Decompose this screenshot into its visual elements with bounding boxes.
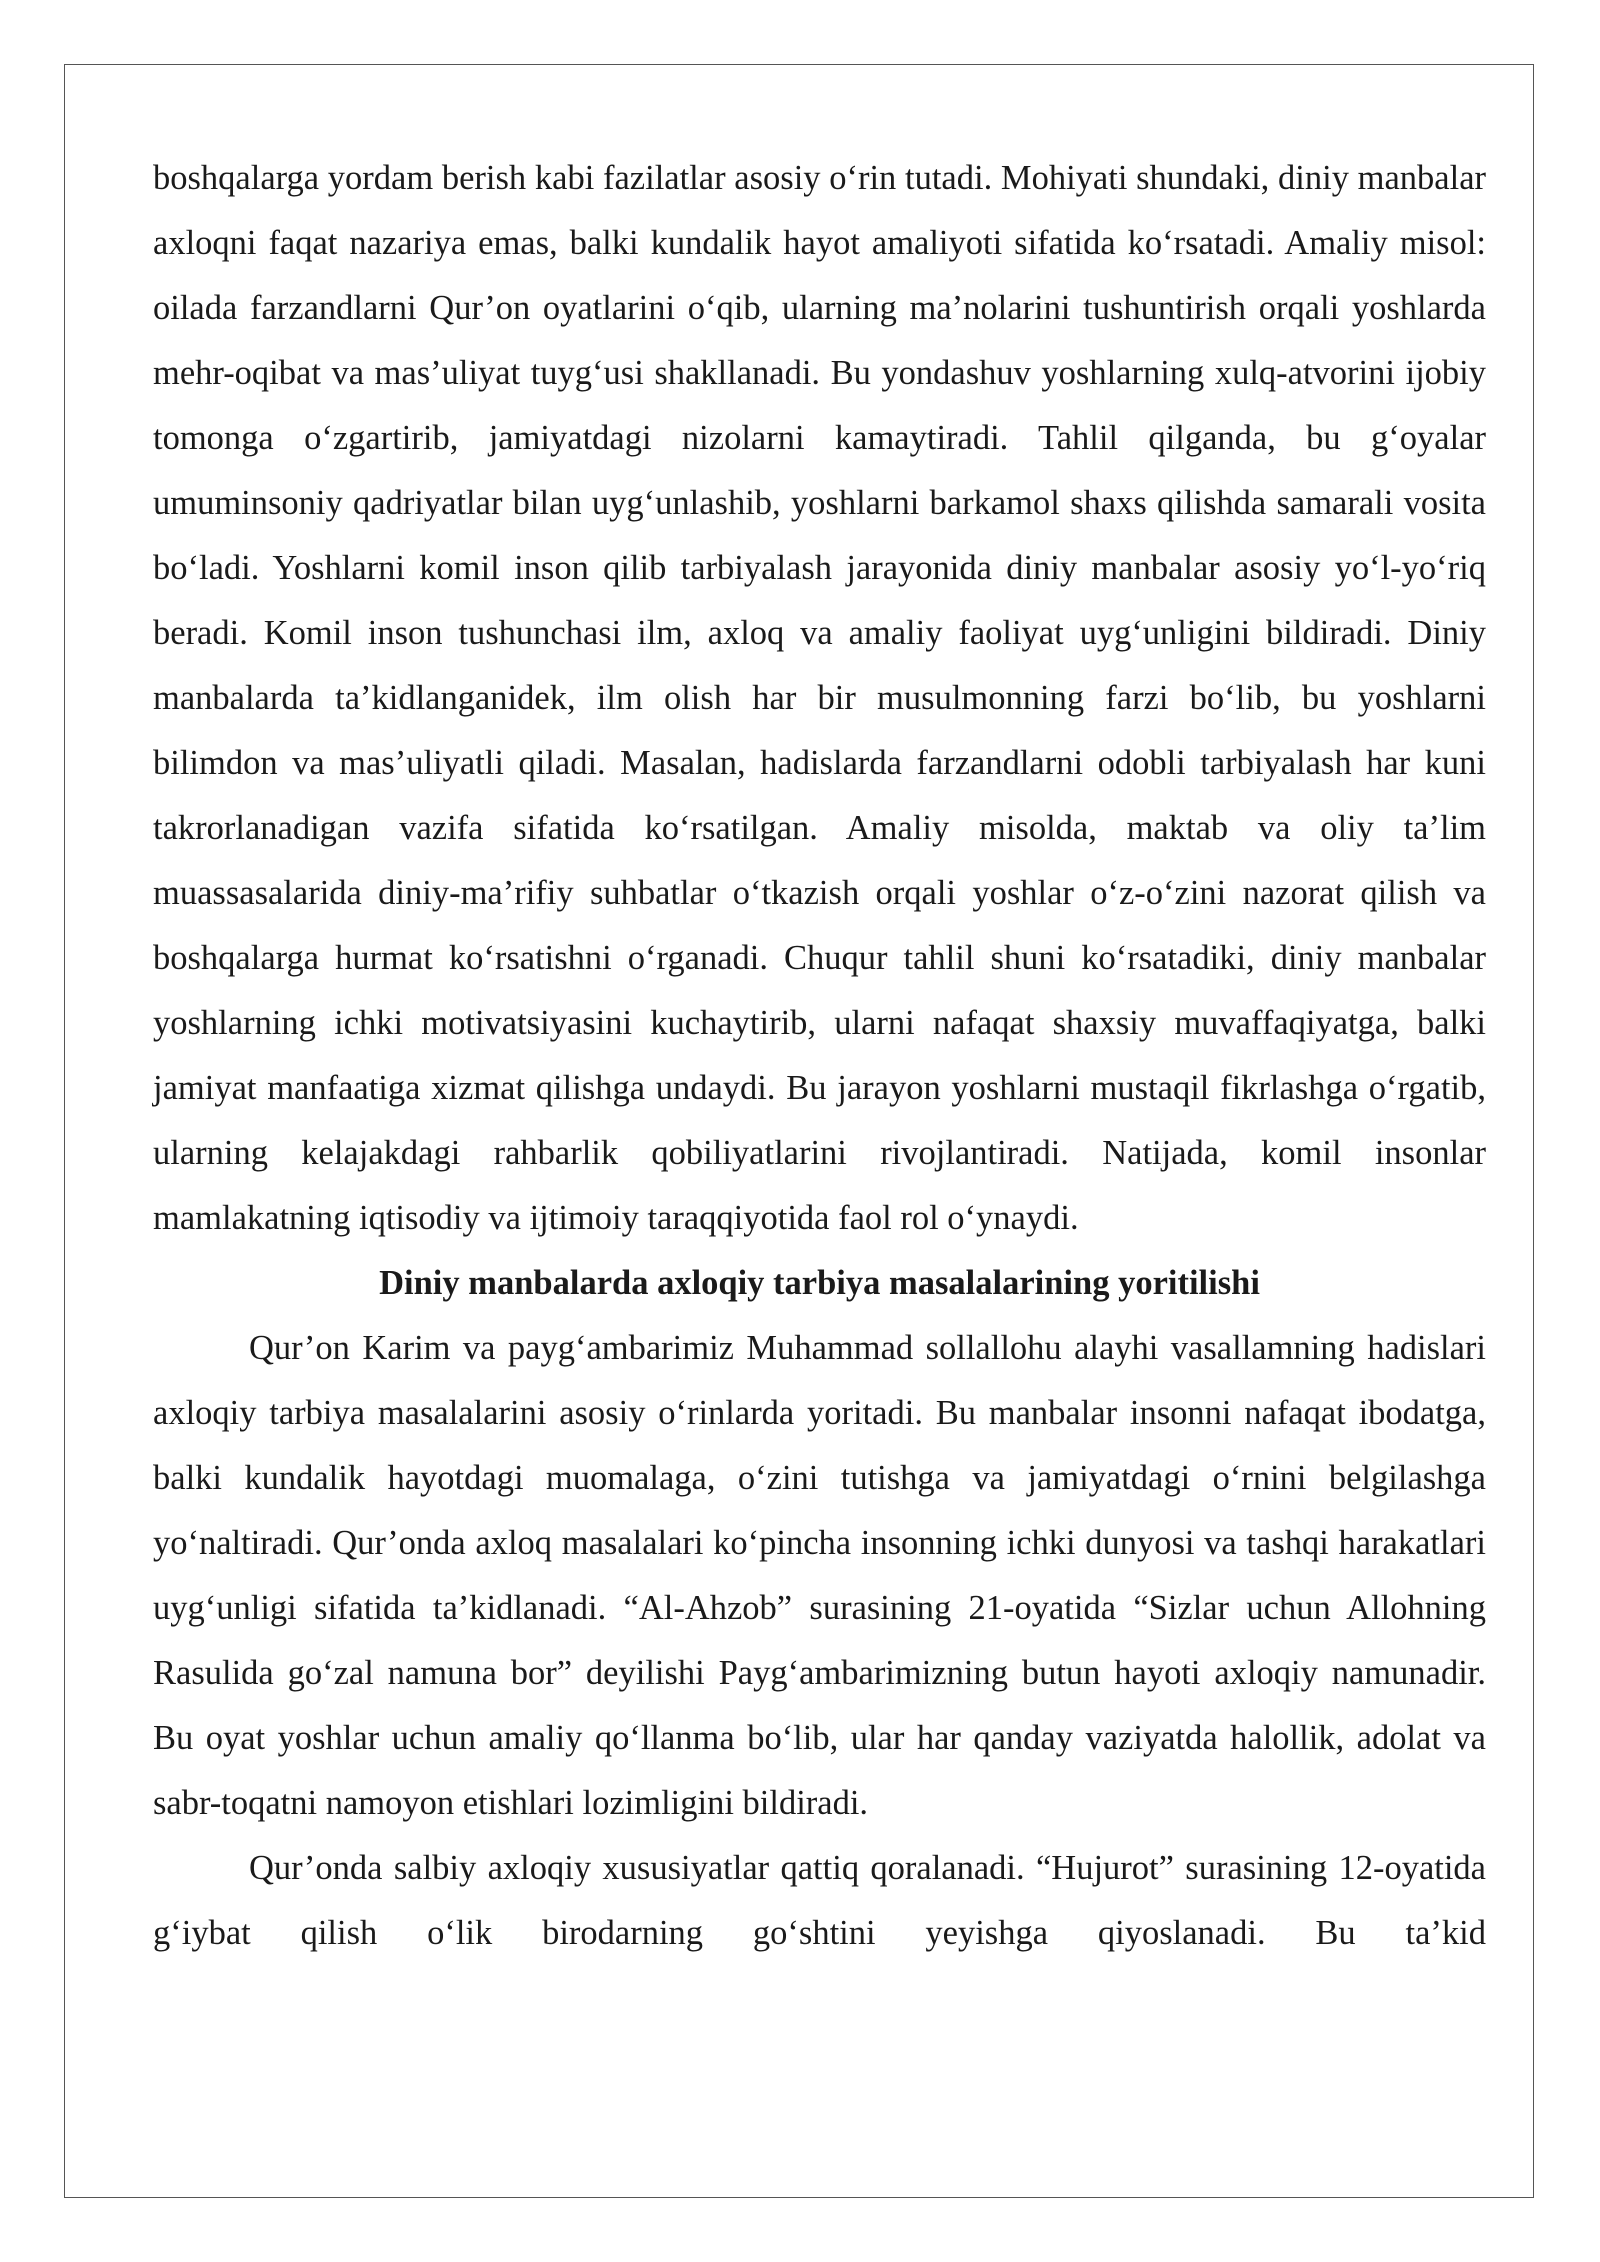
paragraph-continuation: boshqalarga yordam berish kabi fazilatlar asosiy o‘rin tutadi. Mohiyati shundaki, diniy manbalar axloqni faqat nazariya emas, balki kundalik hayot amaliyoti sifatida ko‘rsatadi. Amaliy misol: oilada farzandlarni Qur’on oyatlarini o‘qib, ularning ma’nolarini tushuntirish orqali yoshlarda mehr-oqibat va mas’uliyat tuyg‘usi shakllanadi. Bu yondashuv yoshlarning xulq-atvorini ijobiy tomonga o‘zgartirib, jamiyatdagi nizolarni kamaytiradi. Tahlil qilganda, bu g‘oyalar umuminsoniy qadriyatlar bilan uyg‘unlashib, yoshlarni barkamol shaxs qilishda samarali vosita bo‘ladi. Yoshlarni komil inson qilib tarbiyalash jarayonida diniy manbalar asosiy yo‘l-yo‘riq beradi. Komil inson tushunchasi ilm, axloq va amaliy faoliyat uyg‘unligini bildiradi. Diniy manbalarda ta’kidlanganidek, ilm olish har bir musulmonning farzi bo‘lib, bu yoshlarni bilimdon va mas’uliyatli qiladi. Masalan, hadislarda farzandlarni odobli tarbiyalash har kuni takrorlanadigan vazifa sifatida ko‘rsatilgan. Amaliy misolda, maktab va oliy ta’lim muassasalarida diniy-ma’rifiy suhbatlar o‘tkazish orqali yoshlar o‘z-o‘zini nazorat qilish va boshqalarga hurmat ko‘rsatishni o‘rganadi. Chuqur tahlil shuni ko‘rsatadiki, diniy manbalar yoshlarning ichki motivatsiyasini kuchaytirib, ularni nafaqat shaxsiy muvaffaqiyatga, balki jamiyat manfaatiga xizmat qilishga undaydi. Bu jarayon yoshlarni mustaqil fikrlashga o‘rgatib, ularning kelajakdagi rahbarlik qobiliyatlarini rivojlantiradi. Natijada, komil insonlar mamlakatning iqtisodiy va ijtimoiy taraqqiyotida faol rol o‘ynaydi. bbox=[153, 159, 1486, 1237]
paragraph-quran-hadith: Qur’on Karim va payg‘ambarimiz Muhammad sollallohu alayhi vasallamning hadislari axloqiy tarbiya masalalarini asosiy o‘rinlarda yoritadi. Bu manbalar insonni nafaqat ibodatga, balki kundalik hayotdagi muomalaga, o‘zini tutishga va jamiyatdagi o‘rnini belgilashga yo‘naltiradi. Qur’onda axloq masalalari ko‘pincha insonning ichki dunyosi va tashqi harakatlari uyg‘unligi sifatida ta’kidlanadi. “Al-Ahzob” surasining 21-oyatida “Sizlar uchun Allohning Rasulida go‘zal namuna bor” deyilishi Payg‘ambarimizning butun hayoti axloqiy namunadir. Bu oyat yoshlar uchun amaliy qo‘llanma bo‘lib, ular har qanday vaziyatda halollik, adolat va sabr-toqatni namoyon etishlari lozimligini bildiradi. bbox=[153, 1329, 1486, 1822]
document-body bbox=[153, 146, 1486, 1966]
section-heading: Diniy manbalarda axloqiy tarbiya masalalarining yoritilishi bbox=[379, 1264, 1260, 1302]
paragraph-negative-traits: Qur’onda salbiy axloqiy xususiyatlar qattiq qoralanadi. “Hujurot” surasining 12-oyatida g‘iybat qilish o‘lik birodarning go‘shtini yeyishga qiyoslanadi. Bu ta’kid bbox=[153, 1849, 1486, 1952]
